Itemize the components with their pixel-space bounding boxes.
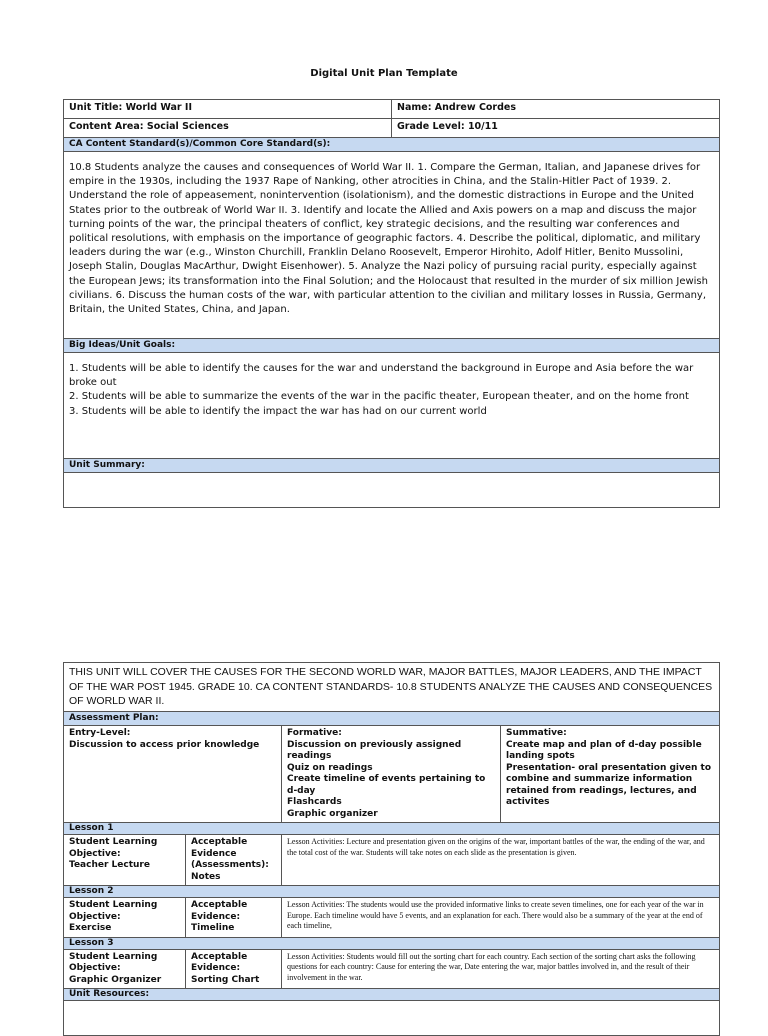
lesson-1-heading: Lesson 1 <box>64 823 720 835</box>
lesson-1-objective <box>64 835 186 886</box>
lesson-1-activities: Lesson Activities: Lecture and presentation given on the origins of the war, important battles of the war, the ending of the war, and the total cost of the war. Students will take notes on each slide as the presentation is given. <box>282 835 720 886</box>
unit-summary-heading: Unit Summary: <box>64 459 720 473</box>
entry-level-label: Entry-Level: <box>69 728 131 738</box>
goal-item: 1. Students will be able to identify the causes for the war and understand the background in Europe and Asia before the war broke out <box>69 363 694 389</box>
document-title: Digital Unit Plan Template <box>310 68 458 79</box>
standards-heading: CA Content Standard(s)/Common Core Standard(s): <box>64 138 720 152</box>
goal-item: 2. Students will be able to summarize the events of the war in the pacific theater, European theater, and on the home front <box>69 391 689 403</box>
summative-item: Presentation- oral presentation given to combine and summarize information retained from readings, lectures, and activites <box>506 762 712 807</box>
lesson-3-objective <box>64 949 186 989</box>
lesson-3-evidence: Acceptable Evidence: Sorting Chart <box>186 949 282 989</box>
lesson-3-activities: Lesson Activities: Students would fill out the sorting chart for each country. Each section of the sorting chart asks the following questions for each country: Cause for entering the war, Date entering the war, major battles involved in, and the result of their involvement in the war. <box>282 949 720 989</box>
formative-item: Quiz on readings <box>287 762 373 773</box>
unit-title-cell: Unit Title: World War II <box>64 100 392 119</box>
lesson-2-objective <box>64 898 186 938</box>
objective-label: Student Learning Objective: <box>69 951 158 973</box>
unit-plan-table-continued <box>63 662 720 1036</box>
formative-item: Flashcards <box>287 797 342 807</box>
summative-cell <box>501 726 720 823</box>
big-ideas-goals <box>64 353 720 459</box>
objective-value: Teacher Lecture <box>69 860 150 870</box>
lesson-3-heading: Lesson 3 <box>64 937 720 949</box>
lesson-2-heading: Lesson 2 <box>64 886 720 898</box>
unit-summary-text: THIS UNIT WILL COVER THE CAUSES FOR THE SECOND WORLD WAR, MAJOR BATTLES, MAJOR LEADERS, AND THE IMPACT OF THE WAR POST 1945. GRADE 10. CA CONTENT STANDARDS- 10.8 STUDENTS ANALYZE THE CAUSES AND CONSEQUENCES OF WORLD WAR II. <box>64 663 720 712</box>
objective-label: Student Learning Objective: <box>69 837 158 859</box>
assessment-plan-heading: Assessment Plan: <box>64 712 720 726</box>
grade-level-cell: Grade Level: 10/11 <box>392 119 720 138</box>
entry-level-cell <box>64 726 282 823</box>
objective-label: Student Learning Objective: <box>69 900 158 922</box>
lesson-2-evidence: Acceptable Evidence: Timeline <box>186 898 282 938</box>
objective-value: Graphic Organizer <box>69 974 162 985</box>
standards-text: 10.8 Students analyze the causes and consequences of World War II. 1. Compare the German, Italian, and Japanese drives for empire in the 1930s, including the 1937 Rape of Nanking, other atrocities in China, and the Stalin-Hitler Pact of 1939. 2. Understand the role of appeasement, nonintervention (isolationism), and the domestic distractions in Europe and the United States prior to the outbreak of World War II. 3. Identify and locate the Allied and Axis powers on a map and discuss the major turning points of the war, the principal theaters of conflict, key strategic decisions, and the resulting war conferences and political resolutions, with emphasis on the importance of geographic factors. 4. Describe the political, diplomatic, and military leaders during the war (e.g., Winston Churchill, Franklin Delano Roosevelt, Emperor Hirohito, Adolf Hitler, Benito Mussolini, Joseph Stalin, Douglas MacArthur, Dwight Eisenhower). 5. Analyze the Nazi policy of pursuing racial purity, especially against the European Jews; its transformation into the Final Solution; and the Holocaust that resulted in the murder of six million Jewish civilians. 6. Discuss the human costs of the war, with particular attention to the civilian and military losses in Russia, Germany, Britain, the United States, China, and Japan. <box>64 152 720 339</box>
goal-item: 3. Students will be able to identify the impact the war has had on our current world <box>69 405 487 417</box>
formative-cell <box>282 726 501 823</box>
formative-label: Formative: <box>287 728 342 738</box>
unit-resources-cell <box>64 1001 720 1036</box>
lesson-2-activities: Lesson Activities: The students would use the provided informative links to create seven timelines, one for each year of the war in Europe. Each timeline would have 5 events, and an explanation for each. There would also be a summary of the year at the end of each timeline, <box>282 898 720 938</box>
summative-label: Summative: <box>506 728 567 738</box>
objective-value: Exercise <box>69 923 112 933</box>
entry-level-item: Discussion to access prior knowledge <box>69 739 260 750</box>
formative-item: Create timeline of events pertaining to d-day <box>287 774 486 796</box>
formative-item: Discussion on previously assigned readings <box>287 739 462 761</box>
formative-item: Graphic organizer <box>287 808 378 819</box>
lesson-1-evidence: Acceptable Evidence (Assessments): Notes <box>186 835 282 886</box>
unit-summary-empty-cell <box>64 473 720 508</box>
big-ideas-heading: Big Ideas/Unit Goals: <box>64 339 720 353</box>
teacher-name-cell: Name: Andrew Cordes <box>392 100 720 119</box>
unit-plan-table <box>63 99 720 508</box>
content-area-cell: Content Area: Social Sciences <box>64 119 392 138</box>
summative-item: Create map and plan of d-day possible landing spots <box>506 739 702 761</box>
unit-resources-heading: Unit Resources: <box>64 989 720 1001</box>
